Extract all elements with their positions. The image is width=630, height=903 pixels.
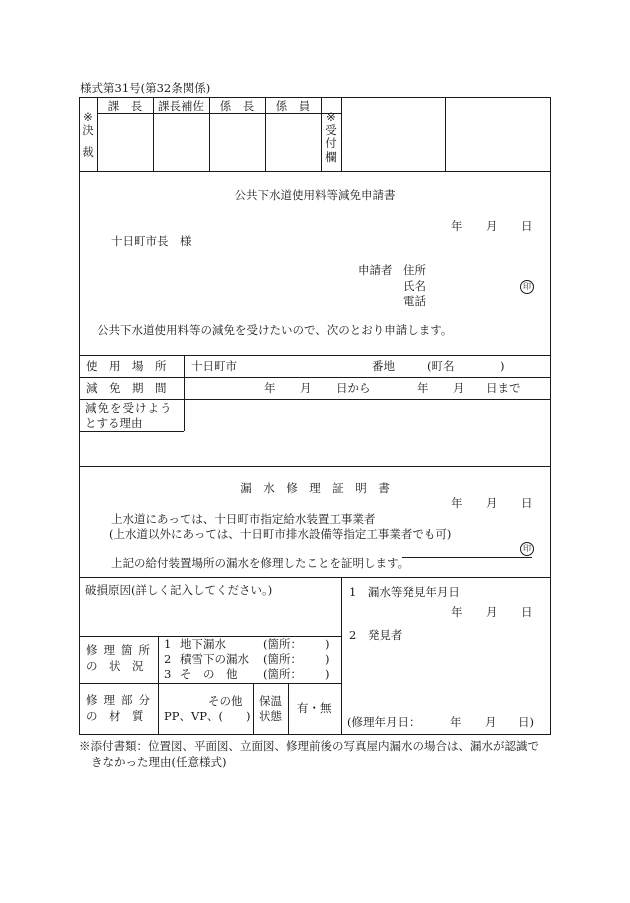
certificate-line-2: (上水道以外にあっては、十日町市排水設備等指定工事業者でも可)	[109, 527, 452, 541]
insulation-label-2: 状態	[259, 709, 282, 723]
usage-place-town-close: )	[500, 359, 505, 373]
material-top-line	[79, 683, 341, 684]
name-label: 氏名	[403, 279, 426, 293]
receipt-label	[321, 111, 341, 164]
certificate-signature-line	[402, 557, 532, 558]
application-date-day: 日	[521, 219, 533, 233]
repair-option-3-close: )	[325, 667, 330, 681]
certificate-date-month: 月	[486, 496, 498, 510]
usage-place-town-label: (町名	[427, 359, 455, 373]
approval-header-kakariin: 係 員	[275, 99, 311, 113]
discovery-item-1: 1 漏水等発見年月日	[349, 585, 460, 599]
exemption-period-top-line	[79, 377, 551, 378]
repair-option-1-close: )	[325, 637, 330, 651]
certificate-top-line	[79, 466, 551, 467]
exemption-to-day: 日まで	[486, 381, 521, 395]
insulation-col-line-1	[253, 683, 254, 735]
usage-place-lot-label: 番地	[372, 359, 395, 373]
certificate-title: 漏 水 修 理 証 明 書	[240, 481, 390, 495]
approval-header-kacho: 課 長	[107, 99, 143, 113]
insulation-col-line-2	[288, 683, 289, 735]
receipt-char: 受	[325, 123, 337, 138]
damage-right-divider	[341, 577, 342, 735]
label-column-line	[184, 355, 185, 431]
receipt-char: 付	[325, 136, 337, 151]
exemption-from-year: 年	[264, 381, 276, 395]
certificate-line-1: 上水道にあっては、十日町市指定給水装置工事業者	[111, 512, 376, 526]
certificate-line-3: 上記の給付装置場所の漏水を修理したことを証明します。	[111, 556, 410, 570]
application-date-year: 年	[451, 219, 463, 233]
applicant-label: 申請者	[358, 263, 393, 277]
usage-place-city: 十日町市	[191, 359, 237, 373]
repair-label-column-line	[158, 636, 159, 735]
exemption-to-year: 年	[417, 381, 429, 395]
receipt-char: 欄	[325, 149, 337, 164]
repair-option-3-place: (箇所：	[263, 667, 302, 681]
repair-option-1-place: (箇所：	[263, 637, 302, 651]
application-body-text: 公共下水道使用料等の減免を受けたいので、次のとおり申請します。	[97, 323, 453, 337]
usage-place-top-line	[79, 355, 551, 356]
damage-cause-label: 破損原因(詳しく記入してください。)	[85, 583, 273, 597]
addressee: 十日町市長 様	[111, 234, 192, 248]
discovery-date-day: 日	[521, 605, 533, 619]
approval-side-char: 決	[82, 123, 94, 138]
repair-option-3-num: 3	[164, 667, 172, 681]
repair-date-month: 月	[485, 715, 497, 729]
repair-date-day: 日)	[518, 715, 534, 729]
certificate-seal: 印	[520, 542, 534, 556]
repair-option-2-text: 積雪下の漏水	[180, 652, 249, 666]
certificate-date-day: 日	[521, 496, 533, 510]
repair-location-label-2: の 状 況	[86, 659, 144, 673]
certificate-date-year: 年	[451, 496, 463, 510]
material-other: その他	[208, 694, 243, 708]
insulation-value: 有・無	[297, 701, 332, 715]
repair-date-label: (修理年月日：	[347, 715, 421, 729]
repair-option-2-num: 2	[164, 652, 172, 666]
approval-header-line	[97, 113, 341, 114]
repair-option-3-text: そ の 他	[180, 667, 238, 681]
reason-label-line2: とする理由	[85, 416, 143, 430]
approval-side-char: 裁	[82, 145, 94, 160]
repair-option-2-close: )	[325, 652, 330, 666]
phone-label: 電話	[403, 294, 426, 308]
exemption-period-label: 減 免 期 間	[86, 381, 167, 395]
repair-location-label-1: 修理箇所	[86, 643, 156, 657]
approval-side-label	[79, 111, 97, 160]
reason-top-line	[79, 399, 551, 400]
reason-label-line1: 減免を受けよう	[85, 401, 173, 415]
receipt-mark: ※	[326, 110, 336, 124]
applicant-seal: 印	[520, 280, 534, 294]
usage-place-label: 使 用 場 所	[86, 359, 167, 373]
damage-top-line	[79, 577, 551, 578]
footnote-line-2: きなかった理由(任意様式)	[91, 755, 227, 769]
material-types: PP、VP、( )	[164, 709, 251, 723]
form-number: 様式第31号(第32条関係)	[80, 81, 211, 95]
material-label-1: 修理部分	[86, 693, 156, 707]
receipt-col-line-2	[445, 97, 446, 171]
discovery-item-2: 2 発見者	[349, 628, 403, 642]
approval-header-kacho-hosa: 課長補佐	[158, 99, 204, 113]
application-date-month: 月	[486, 219, 498, 233]
approval-mark: ※	[83, 110, 93, 124]
reason-label-bottom-line	[79, 431, 184, 432]
footnote-line-1: ※添付書類：位置図、平面図、立面図、修理前後の写真屋内漏水の場合は、漏水が認識で	[79, 739, 539, 753]
approval-header-kakaricho: 係 長	[219, 99, 255, 113]
application-title: 公共下水道使用料等減免申請書	[234, 188, 396, 202]
exemption-from-month: 月	[300, 381, 312, 395]
repair-option-1-num: 1	[164, 637, 172, 651]
repair-date-year: 年	[450, 715, 462, 729]
repair-option-1-text: 地下漏水	[180, 637, 226, 651]
exemption-from-day: 日から	[336, 381, 371, 395]
discovery-date-month: 月	[486, 605, 498, 619]
insulation-label-1: 保温	[259, 694, 282, 708]
material-label-2: の 材 質	[86, 709, 144, 723]
header-bottom-line	[79, 171, 551, 172]
discovery-date-year: 年	[451, 605, 463, 619]
receipt-col-line-1	[341, 97, 342, 171]
repair-option-2-place: (箇所：	[263, 652, 302, 666]
exemption-to-month: 月	[453, 381, 465, 395]
address-label: 住所	[403, 263, 426, 277]
